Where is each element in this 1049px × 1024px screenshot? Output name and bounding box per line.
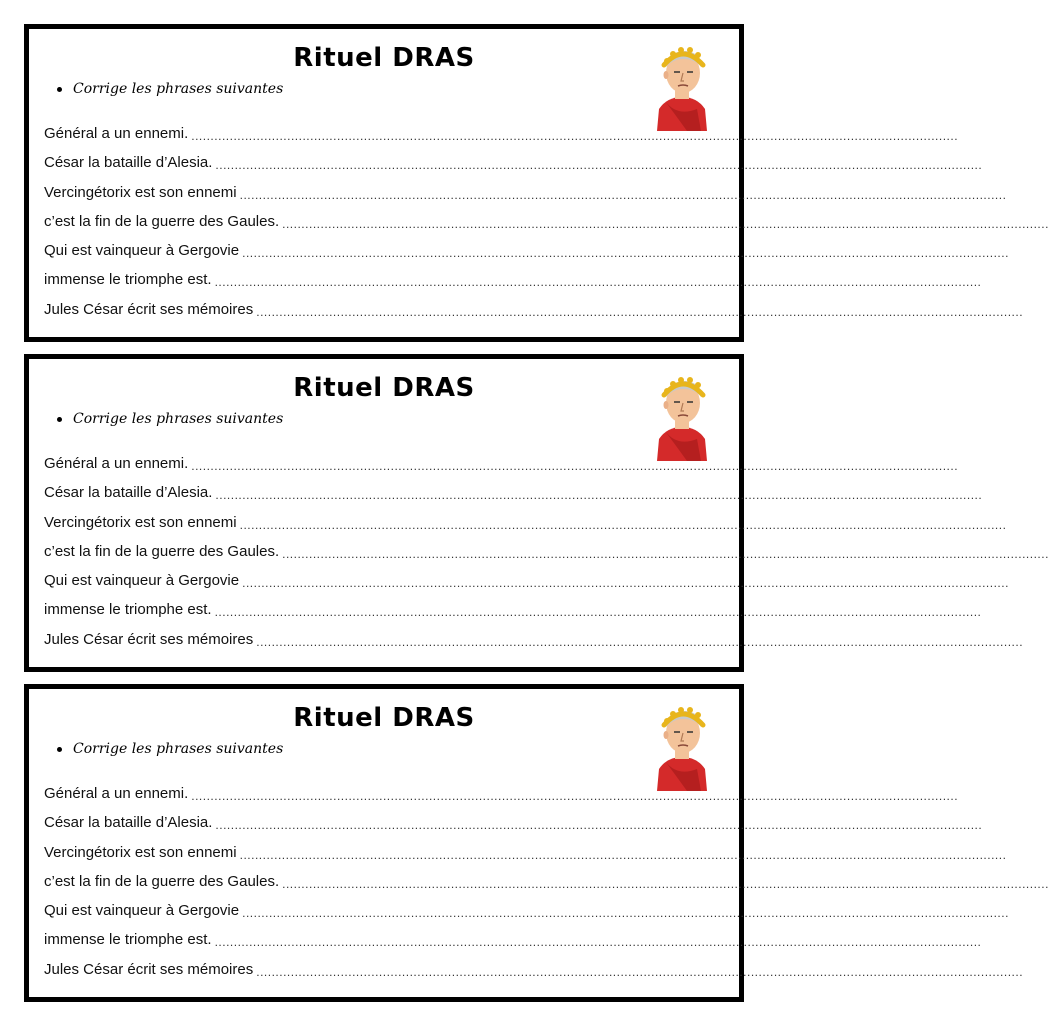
sentence-row[interactable] (44, 630, 1024, 660)
sentence-list (44, 125, 1049, 330)
sentence-text: Jules César écrit ses mémoires (44, 300, 254, 318)
answer-dotted-line[interactable]: ........................................................................................................................................................................................................ (256, 964, 1024, 979)
sentence-row[interactable] (44, 300, 1024, 330)
answer-dotted-line[interactable]: ........................................................................................................................................................................................................ (239, 847, 1007, 862)
sentence-list (44, 785, 1049, 990)
sentence-text: immense le triomphe est. (44, 931, 212, 949)
exercise-card-1 (24, 24, 1049, 342)
sentence-row[interactable] (44, 785, 959, 814)
sentence-text: Général a un ennemi. (44, 455, 189, 472)
sentence-list (44, 455, 1049, 660)
card-title: Rituel DRAS (293, 703, 475, 733)
sentence-row[interactable] (44, 212, 1049, 242)
sentence-text: c’est la fin de la guerre des Gaules. (44, 872, 280, 890)
sentence-text: César la bataille d’Alesia. (44, 154, 213, 172)
answer-dotted-line[interactable]: ........................................................................................................................................................................................................ (256, 634, 1024, 649)
instruction-text: Corrige les phrases suivantes (73, 741, 284, 757)
sentence-text: Qui est vainqueur à Gergovie (44, 242, 240, 260)
sentence-text: c’est la fin de la guerre des Gaules. (44, 212, 280, 230)
sentence-text: Qui est vainqueur à Gergovie (44, 572, 240, 590)
bullet-icon (57, 747, 62, 752)
sentence-row[interactable] (44, 125, 959, 154)
bullet-icon (57, 87, 62, 92)
sentence-row[interactable] (44, 902, 1009, 931)
sentence-row[interactable] (44, 931, 982, 960)
sentence-row[interactable] (44, 814, 983, 843)
sentence-text: Vercingétorix est son ennemi (44, 513, 237, 531)
sentence-text: Vercingétorix est son ennemi (44, 183, 237, 201)
caesar-portrait-icon (647, 39, 717, 131)
sentence-text: Général a un ennemi. (44, 785, 189, 802)
answer-dotted-line[interactable]: ........................................................................................................................................................................................................ (214, 275, 982, 290)
sentence-text: César la bataille d’Alesia. (44, 484, 213, 502)
sentence-row[interactable] (44, 154, 983, 183)
answer-dotted-line[interactable]: ........................................................................................................................................................................................................ (256, 304, 1024, 319)
answer-dotted-line[interactable]: ........................................................................................................................................................................................................ (282, 876, 1049, 891)
sentence-row[interactable] (44, 601, 982, 630)
card-title: Rituel DRAS (293, 43, 475, 73)
card-title: Rituel DRAS (293, 373, 475, 403)
sentence-row[interactable] (44, 271, 982, 300)
answer-dotted-line[interactable]: ........................................................................................................................................................................................................ (215, 818, 983, 833)
sentence-row[interactable] (44, 455, 959, 484)
sentence-text: Jules César écrit ses mémoires (44, 630, 254, 648)
sentence-text: Jules César écrit ses mémoires (44, 960, 254, 978)
caesar-portrait-icon (647, 369, 717, 461)
answer-dotted-line[interactable]: ........................................................................................................................................................................................................ (215, 158, 983, 173)
sentence-row[interactable] (44, 513, 1007, 543)
sentence-text: immense le triomphe est. (44, 601, 212, 619)
instruction-text: Corrige les phrases suivantes (73, 81, 284, 97)
answer-dotted-line[interactable]: ........................................................................................................................................................................................................ (242, 906, 1009, 921)
sentence-row[interactable] (44, 183, 1007, 213)
sentence-text: c’est la fin de la guerre des Gaules. (44, 542, 280, 560)
exercise-card-2 (24, 354, 1049, 672)
instruction-text: Corrige les phrases suivantes (73, 411, 284, 427)
answer-dotted-line[interactable]: ........................................................................................................................................................................................................ (239, 517, 1007, 532)
answer-dotted-line[interactable]: ........................................................................................................................................................................................................ (242, 246, 1009, 261)
sentence-row[interactable] (44, 542, 1049, 572)
answer-dotted-line[interactable]: ........................................................................................................................................................................................................ (214, 935, 982, 950)
sentence-text: Général a un ennemi. (44, 125, 189, 142)
answer-dotted-line[interactable]: ........................................................................................................................................................................................................ (239, 187, 1007, 202)
sentence-row[interactable] (44, 843, 1007, 873)
answer-dotted-line[interactable]: ........................................................................................................................................................................................................ (191, 789, 959, 803)
sentence-row[interactable] (44, 242, 1009, 271)
sentence-text: César la bataille d’Alesia. (44, 814, 213, 832)
caesar-portrait-icon (647, 699, 717, 791)
sentence-text: Qui est vainqueur à Gergovie (44, 902, 240, 920)
answer-dotted-line[interactable]: ........................................................................................................................................................................................................ (242, 576, 1009, 591)
exercise-card-3 (24, 684, 1049, 1002)
sentence-row[interactable] (44, 960, 1024, 990)
sentence-text: immense le triomphe est. (44, 271, 212, 289)
answer-dotted-line[interactable]: ........................................................................................................................................................................................................ (191, 129, 959, 143)
sentence-row[interactable] (44, 484, 983, 513)
answer-dotted-line[interactable]: ........................................................................................................................................................................................................ (214, 605, 982, 620)
answer-dotted-line[interactable]: ........................................................................................................................................................................................................ (282, 546, 1049, 561)
sentence-row[interactable] (44, 572, 1009, 601)
sentence-row[interactable] (44, 872, 1049, 902)
answer-dotted-line[interactable]: ........................................................................................................................................................................................................ (191, 459, 959, 473)
answer-dotted-line[interactable]: ........................................................................................................................................................................................................ (215, 488, 983, 503)
sentence-text: Vercingétorix est son ennemi (44, 843, 237, 861)
answer-dotted-line[interactable]: ........................................................................................................................................................................................................ (282, 216, 1049, 231)
bullet-icon (57, 417, 62, 422)
